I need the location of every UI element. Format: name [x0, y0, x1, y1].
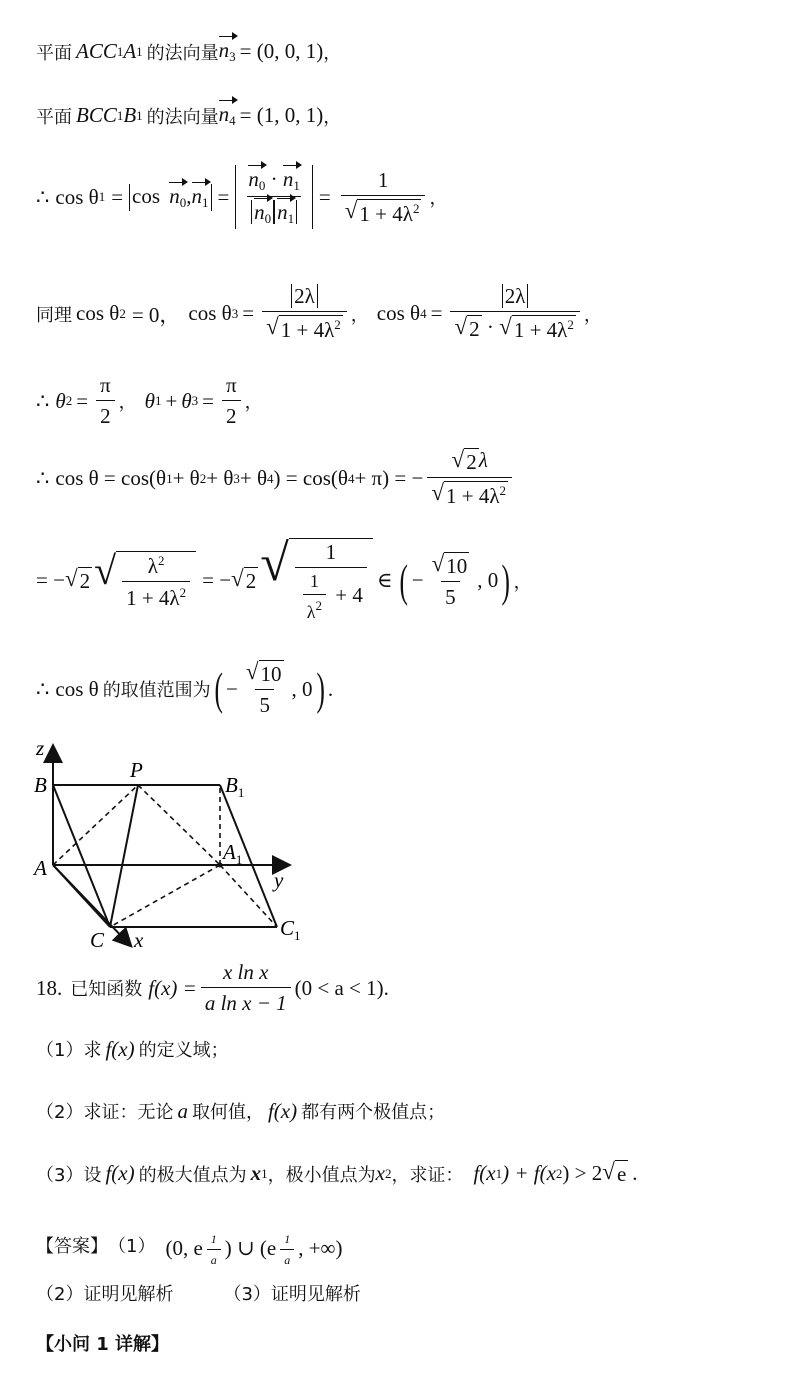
text: 取何值， [191, 1102, 264, 1123]
pi-over-2: $\frac{\pi}{2}$ [222, 373, 241, 429]
therefore: ∴ [36, 388, 50, 413]
part-2 [36, 1098, 445, 1124]
math: = (0, 0, 1) [239, 39, 324, 63]
abs-fraction [235, 165, 313, 229]
math: cos θ [55, 184, 99, 209]
sub: 1 [136, 107, 143, 123]
question-number: 18. [36, 975, 63, 1000]
answer-2-3 [36, 1280, 361, 1306]
vector: $n_4$ [218, 102, 236, 128]
therefore: ∴ [36, 466, 50, 490]
sub: 1 [116, 107, 124, 123]
sub: 1 [136, 43, 143, 59]
math: cos θ [376, 301, 421, 325]
math: BCC [76, 103, 117, 127]
math: = 0， [131, 302, 181, 327]
punct: ， [429, 188, 448, 209]
math: cos θ [188, 301, 232, 325]
label-a: A [34, 856, 47, 880]
label-x: x [134, 928, 144, 952]
text: （1）求 [36, 1040, 102, 1061]
fraction: $\frac{n_0 \cdot n_1}{n_0 n_1}$ [248, 167, 300, 226]
text: ，极小值点为 [267, 1164, 376, 1186]
condition: (0 < a < 1). [294, 975, 389, 1000]
math: x [375, 1161, 385, 1185]
math: a [177, 1098, 188, 1123]
answer-number: （1） [108, 1236, 156, 1257]
math: cos θ [55, 676, 99, 701]
math: cos θ [76, 301, 120, 325]
label-b1: $B_1$ [225, 773, 245, 800]
fraction: √ 2 λ √ $1 + 4\lambda^2$ [427, 448, 512, 509]
math: ACC [76, 39, 117, 63]
label-y: y [274, 868, 284, 892]
math: A [123, 39, 137, 63]
punct: ， [513, 571, 532, 593]
detail-header [36, 1330, 169, 1356]
text: 的法向量 [146, 106, 219, 128]
text: 平面 [36, 42, 72, 64]
question-18 [36, 960, 389, 1016]
answer-line [36, 1222, 343, 1268]
label-c: C [90, 928, 105, 952]
math: f(x [473, 1161, 496, 1185]
math: x [250, 1161, 262, 1185]
theta: θ [144, 388, 155, 413]
text: （2）求证：无论 [36, 1102, 174, 1123]
line-cos-theta: ∴ cos θ = cos(θ 1 + θ 2 + θ 3 + θ 4 ) = cos(θ 4 + π) = − √ 2 λ √ $1 + 4\lambda^2$ [36, 448, 516, 509]
abs-cos: $\cos n_0,n_1$ [129, 184, 212, 211]
cos: cos [132, 183, 161, 208]
text: 的取值范围为 [102, 680, 211, 701]
fraction-result: 1 √ $1 + 4\lambda^2$ [341, 168, 426, 227]
punct: ， [323, 106, 342, 128]
fraction-c3: 2λ √ $1 + 4\lambda^2$ [262, 284, 347, 343]
label-a1: $A_1$ [223, 840, 243, 867]
answer-2: （2）证明见解析 [36, 1284, 174, 1305]
text: （3）设 [36, 1164, 102, 1186]
math: = − [36, 568, 65, 592]
fraction-c4: 2λ √ 2 · √ $1 + 4\lambda^2$ [450, 284, 579, 343]
answer-expr: (0, e $^{\frac{1}{a}}$ ) ∪ (e $^{\frac{1}{a}}$ , +∞) [165, 1232, 343, 1267]
line-theta-values: ∴ θ 2 = $\frac{\pi}{2}$ ， θ 1 + θ 3 = $\frac{\pi}{2}$ ， [36, 373, 263, 428]
text: 平面 [36, 106, 72, 128]
dashed-edges [53, 785, 277, 927]
therefore: ∴ [36, 676, 50, 701]
detail-label: 【小问 1 详解】 [36, 1334, 170, 1355]
math: f(x) [105, 1036, 135, 1061]
line-range-derivation: = − √ 2 √ $\frac{\lambda^2}{1 + 4\lambda^2}$ = − √ 2 √ 1 $\frac{1}{\lambda^2}$ + 4 ∈ ( − √ 10 5 , 0 ) ， [36, 535, 532, 622]
math: f(x) [267, 1098, 298, 1123]
text: 都有两个极值点； [301, 1102, 446, 1123]
fraction: $\frac{\text{x ln x}}{\text{a ln x − 1}}$ [201, 960, 291, 1016]
label-c1: $C_1$ [280, 916, 301, 943]
punct: ， [244, 392, 263, 413]
math: cos θ = cos(θ [55, 466, 167, 490]
text: 同理 [36, 304, 72, 326]
text: 的法向量 [146, 42, 219, 64]
punct: ， [583, 304, 602, 326]
punct: ， [350, 304, 369, 326]
math: f(x) = [148, 975, 197, 1000]
sub: 1 [98, 189, 106, 204]
vector: $n_3$ [218, 38, 236, 64]
point-a1 [218, 863, 223, 868]
line-normal-vector-n4 [36, 102, 341, 129]
therefore: ∴ [36, 184, 50, 209]
part-1 [36, 1036, 229, 1062]
prism-edges [53, 785, 277, 927]
line-cos-theta234: 同理 cos θ 2 = 0， cos θ 3 = 2λ √ $1 + 4\lambda^2$ ， cos θ 4 = 2λ √ 2 · √ $1 + 4\lambda^2$ ， [36, 284, 602, 342]
answer-tag: 【答案】 [36, 1236, 108, 1257]
theta: θ [55, 388, 66, 413]
sub: 1 [116, 43, 124, 59]
line-conclusion: ∴ cos θ 的取值范围为 ( − √ 10 5 , 0 ) . [36, 658, 334, 717]
part-3: （3）设 f(x) 的极大值点为 x 1 ，极小值点为 x 2 ，求证： f(x 1 ) + f(x 2 ) > 2 √ e . [36, 1158, 638, 1186]
pi-over-2: $\frac{\pi}{2}$ [96, 373, 115, 429]
theta: θ [181, 388, 192, 413]
label-b: B [34, 773, 47, 797]
punct: ， [323, 42, 342, 64]
math: f(x) [105, 1161, 135, 1185]
line-normal-vector-n3 [36, 38, 341, 65]
label-z: z [36, 736, 45, 760]
eq: = [111, 184, 124, 209]
vector-n1: $n_1$ [191, 183, 209, 210]
punct: ， [118, 392, 137, 413]
text: 的定义域； [138, 1040, 229, 1061]
text: 已知函数 [70, 979, 143, 1000]
line-cos-theta1: ∴ cos θ 1 = $\cos n_0,n_1$ = $\frac{n_0 \cdot n_1}{n_0 n_1}$ = 1 √ $1 + 4\lambda^2$ ， [36, 165, 447, 229]
answer-3: （3）证明见解析 [223, 1284, 361, 1305]
text: ，求证： [391, 1164, 464, 1186]
text: 的极大值点为 [138, 1164, 247, 1186]
math: B [123, 103, 137, 127]
prism-diagram [30, 735, 330, 955]
label-p: P [130, 758, 143, 782]
vector-n0: $n_0$ [169, 183, 187, 210]
math: = (1, 0, 1) [239, 103, 324, 127]
